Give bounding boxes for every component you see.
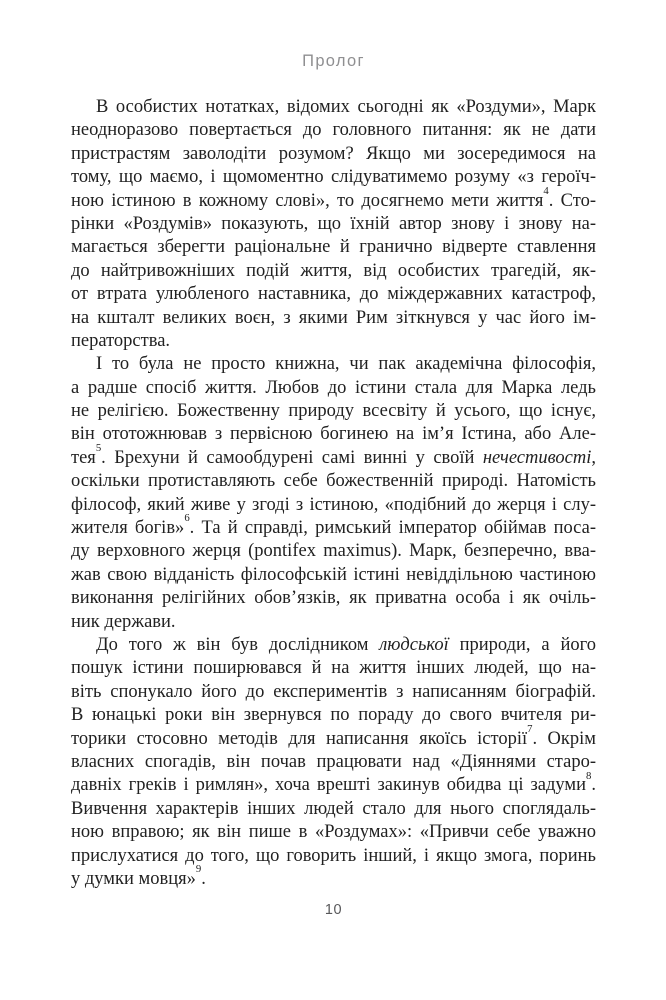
- text-line: ник держави.: [71, 611, 176, 632]
- paragraph: [71, 634, 596, 891]
- text-line: І то була не просто книжна, чи пак академічна філософія,: [96, 354, 596, 375]
- text-line: торики стосовно методів для написання якоїсь історії$^7$. Окрім: [71, 722, 596, 749]
- text-line: тея$^5$. Брехуни й самообдурені самі винні у своїй нечестивості,: [71, 442, 596, 468]
- text-line: оскільки протиставляють себе божественній природі. Натомість: [71, 471, 596, 492]
- running-head: Пролог: [302, 52, 365, 70]
- text-line: В юнацькі роки він звернувся по пораду до свого вчителя ри-: [71, 705, 596, 726]
- text-line: пошук істини поширювався й на життя інших людей, що на-: [71, 658, 596, 679]
- page-number: 10: [324, 902, 343, 918]
- text-line: власних спогадів, він почав працювати над «Діяннями старо-: [71, 751, 596, 772]
- footnote-marker: 9: [195, 863, 202, 876]
- text-line: давніх греків і римлян», хоча врешті закинув обидва ці задуми$^8$.: [71, 769, 596, 796]
- text-line: ду верховного жерця (pontifex maximus). Марк, безперечно, вва-: [71, 541, 596, 562]
- text-line: ною істиною в кожному слові», то досягнемо мети життя$^4$. Сто-: [71, 184, 596, 211]
- paragraph: [71, 353, 596, 634]
- footnote-marker: 6: [184, 512, 190, 525]
- text-line: неодноразово повертається до головного питання: як не дати: [71, 120, 596, 141]
- text-line: не релігією. Божественну природу всесвіту й усього, що існує,: [71, 401, 596, 422]
- text-line: до найтривожніших подій життя, від особистих трагедій, як-: [71, 260, 596, 281]
- text-line: магається зберегти раціональне й гранично відверте ставлення: [71, 237, 596, 258]
- text-line: у думки мовця»$^9$.: [71, 863, 206, 889]
- text-line: ною вправою; як він пише в «Роздумах»: «Привчи себе уважно: [71, 822, 596, 843]
- text-line: прислухатися до того, що говорить інший, і якщо змога, поринь: [71, 845, 596, 866]
- text-line: ператорства.: [71, 330, 171, 351]
- text-line: виконання релігійних обов’язків, як приватна особа і як очіль-: [71, 588, 596, 609]
- footnote-marker: 8: [586, 769, 592, 782]
- text-line: В особистих нотатках, відомих сьогодні як «Роздуми», Марк: [96, 97, 596, 117]
- text-line: а радше спосіб життя. Любов до істини стала для Марка ледь: [71, 377, 596, 398]
- text-line: віть спонукало його до експериментів з написанням біографій.: [71, 681, 596, 702]
- emphasis-text: людської: [379, 634, 449, 655]
- text-line: на кшталт великих воєн, з якими Рим зіткнувся у час його ім-: [71, 307, 596, 328]
- text-line: Вивчення характерів інших людей стало для нього споглядаль-: [71, 798, 596, 819]
- footnote-marker: 7: [527, 722, 533, 735]
- emphasis-text: нечестивості: [482, 447, 592, 468]
- text-line: тому, що маємо, і щомоментно слідуватимемо розуму «з героїч-: [71, 167, 596, 188]
- text-line: жав свою відданість філософській істині невіддільною частиною: [71, 564, 596, 585]
- footnote-marker: 5: [95, 442, 102, 455]
- text-line: він ототожнював з первісною богинею на ім’я Істина, або Але-: [71, 424, 596, 445]
- text-line: от втрата улюбленого наставника, до міждержавних катастроф,: [71, 284, 596, 305]
- text-line: рінки «Роздумів» показують, що їхній автор знову і знову на-: [71, 213, 596, 234]
- text-line: пристрастям заволодіти розумом? Якщо ми зосередимося на: [71, 143, 596, 164]
- text-line: До того ж він був дослідником людської природи, а його: [96, 634, 596, 655]
- footnote-marker: 4: [543, 184, 549, 197]
- paragraph: [71, 96, 596, 353]
- page-body: [71, 96, 596, 891]
- text-line: філософ, який живе у згоді з істиною, «подібний до жерця і слу-: [71, 494, 596, 515]
- text-line: жителя богів»$^6$. Та й справді, римський імператор обіймав поса-: [71, 512, 596, 539]
